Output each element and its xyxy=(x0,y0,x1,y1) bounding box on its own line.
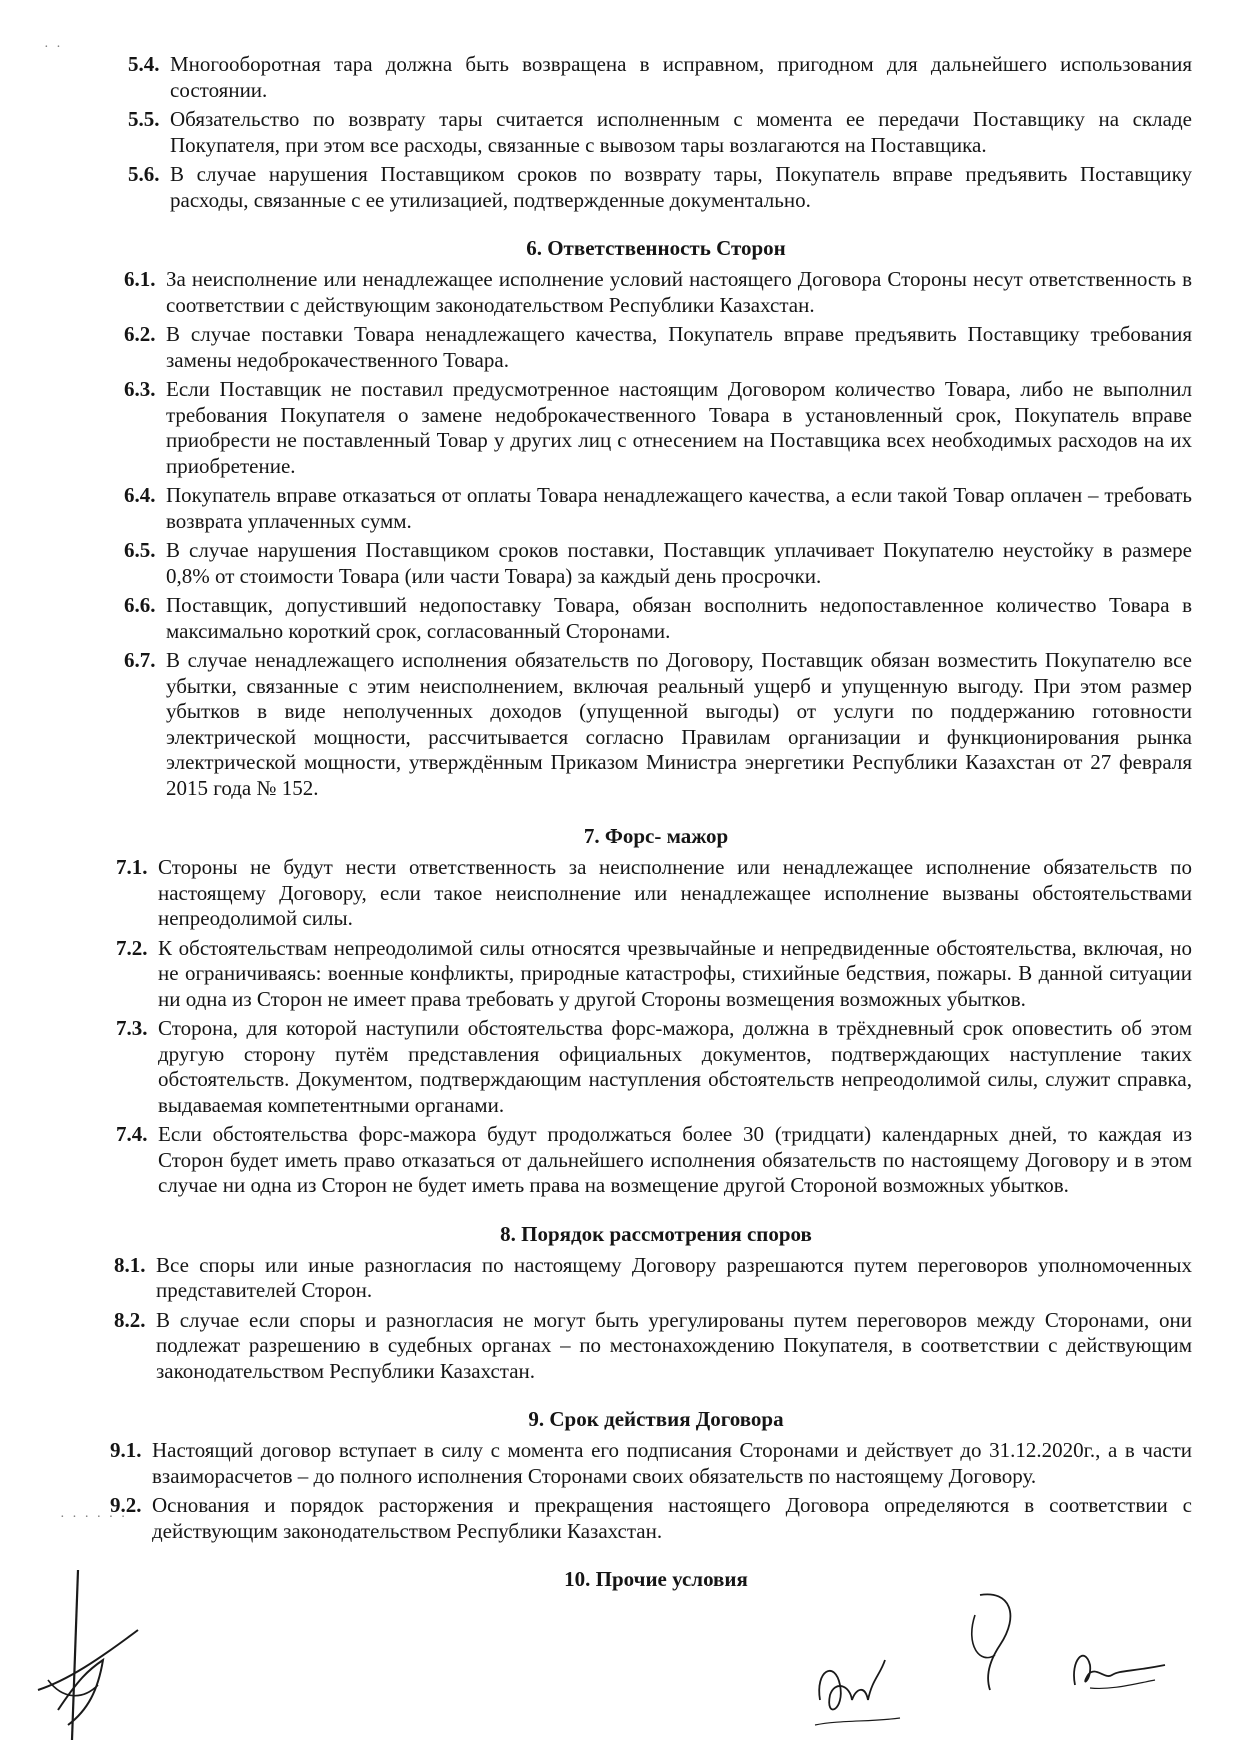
clause-number: 6.5. xyxy=(124,538,156,562)
section-heading: 9. Срок действия Договора xyxy=(528,1407,784,1431)
clause-text: В случае поставки Товара ненадлежащего качества, Покупатель вправе предъявить Поставщику требования замены недоброкачественного Товара. xyxy=(166,322,1192,372)
clause-8-2 xyxy=(114,1308,1192,1385)
signature-right-image xyxy=(950,1585,1030,1695)
clause-text: Если Поставщик не поставил предусмотренное настоящим Договором количество Товара, либо не выполнил требования Покупателя о замене недоброкачественного Товара в установленный срок, Покупатель вправе приобрести не поставленный Товар у других лиц с отнесением на Поставщика всех необходимых расходов на их приобретение. xyxy=(166,377,1192,478)
clause-text: Настоящий договор вступает в силу с момента его подписания Сторонами и действует до 31.12.2020г., а в части взаиморасчетов – до полного исполнения Сторонами своих обязательств по настоящему Договору. xyxy=(152,1438,1192,1488)
clause-number: 5.5. xyxy=(128,107,160,131)
clause-7-2 xyxy=(116,936,1192,1013)
clause-number: 8.2. xyxy=(114,1307,146,1332)
scan-dots: · · · · · · xyxy=(60,1510,128,1525)
clause-text: Обязательство по возврату тары считается исполненным с момента ее передачи Поставщику на складе Покупателя, при этом все расходы, связанные с вывозом тары возлагаются на Поставщика. xyxy=(170,107,1192,157)
clause-number: 9.2. xyxy=(110,1493,142,1517)
clause-text: Многооборотная тара должна быть возвращена в исправном, пригодном для дальнейшего использования состоянии. xyxy=(170,52,1192,102)
clause-text: В случае нарушения Поставщиком сроков по возврату тары, Покупатель вправе предъявить Поставщику расходы, связанные с ее утилизацией, подтвержденные документально. xyxy=(170,162,1192,212)
clause-5-5 xyxy=(128,107,1192,158)
clause-number: 6.7. xyxy=(124,648,156,672)
clause-text: Сторона, для которой наступили обстоятельства форс-мажора, должна в трёхдневный срок оповестить об этом другую сторону путём представления официальных документов, подтверждающих наступление таких обстоятельств. Документом, подтверждающим наступления обстоятельств непреодолимой силы, служит справка, выдаваемая компетентными органами. xyxy=(158,1016,1192,1117)
clause-text: За неисполнение или ненадлежащее исполнение условий настоящего Договора Стороны несут ответственность в соответствии с действующим законодательством Республики Казахстан. xyxy=(166,267,1192,317)
signature-left-image xyxy=(28,1560,148,1750)
section-heading: 8. Порядок рассмотрения споров xyxy=(500,1221,812,1246)
clause-number: 6.1. xyxy=(124,267,156,291)
clause-5-6 xyxy=(128,162,1192,213)
clause-text: Покупатель вправе отказаться от оплаты Товара ненадлежащего качества, а если такой Товар оплачен – требовать возврата уплаченных сумм. xyxy=(166,483,1192,533)
scan-speck: · · xyxy=(44,40,63,55)
clause-6-2 xyxy=(124,322,1192,373)
section-heading: 10. Прочие условия xyxy=(564,1567,748,1591)
clause-number: 5.6. xyxy=(128,162,160,186)
section-7 xyxy=(116,823,1192,1199)
clause-6-4 xyxy=(124,483,1192,534)
clause-number: 8.1. xyxy=(114,1252,146,1277)
clause-text: Основания и порядок расторжения и прекращения настоящего Договора определяются в соответствии с действующим законодательством Республики Казахстан. xyxy=(152,1493,1192,1543)
document-body xyxy=(110,52,1192,1598)
section-9 xyxy=(110,1406,1192,1544)
section-heading: 6. Ответственность Сторон xyxy=(526,236,786,260)
clause-7-3 xyxy=(116,1016,1192,1118)
clause-number: 9.1. xyxy=(110,1438,142,1462)
section-6 xyxy=(120,235,1192,801)
clause-number: 6.4. xyxy=(124,483,156,507)
clause-9-2 xyxy=(110,1493,1192,1544)
clause-text: В случае если споры и разногласия не могут быть урегулированы путем переговоров между Сторонами, они подлежат разрешению в судебных органах – по местонахождению Покупателя, в соответствии с действующим законодательством Республики Казахстан. xyxy=(156,1307,1192,1383)
clause-text: Все споры или иные разногласия по настоящему Договору разрешаются путем переговоров уполномоченных представителей Сторон. xyxy=(156,1252,1192,1302)
section-8 xyxy=(114,1221,1192,1385)
section-10 xyxy=(120,1566,1192,1592)
clause-number: 6.6. xyxy=(124,593,156,617)
clause-text: К обстоятельствам непреодолимой силы относятся чрезвычайные и непредвиденные обстоятельства, включая, но не ограничиваясь: военные конфликты, природные катастрофы, стихийные бедствия, пожары. В данной ситуации ни одна из Сторон не имеет права требовать у другой Стороны возмещения возможных убытков. xyxy=(158,935,1192,1011)
clause-number: 7.2. xyxy=(116,935,148,960)
section-heading: 7. Форс- мажор xyxy=(583,824,729,848)
clause-number: 7.4. xyxy=(116,1122,148,1146)
clause-9-1 xyxy=(110,1438,1192,1489)
clause-text: В случае нарушения Поставщиком сроков поставки, Поставщик уплачивает Покупателю неустойку в размере 0,8% от стоимости Товара (или части Товара) за каждый день просрочки. xyxy=(166,538,1192,588)
signature-far-right-image xyxy=(1060,1630,1170,1700)
clause-5-4 xyxy=(128,52,1192,103)
clause-number: 7.3. xyxy=(116,1016,148,1040)
clause-number: 7.1. xyxy=(116,855,148,879)
clause-number: 5.4. xyxy=(128,52,160,76)
clause-8-1 xyxy=(114,1253,1192,1304)
clause-7-1 xyxy=(116,855,1192,932)
clause-number: 6.3. xyxy=(124,377,156,401)
clause-6-1 xyxy=(124,267,1192,318)
clause-6-3 xyxy=(124,377,1192,479)
clause-6-5 xyxy=(124,538,1192,589)
clause-text: В случае ненадлежащего исполнения обязательств по Договору, Поставщик обязан возместить Покупателю все убытки, связанные с этим неисполнением, включая реальный ущерб и упущенную выгоду. При этом размер убытков в виде неполученных доходов (упущенной выгоды) от услуги по поддержанию готовности электрической мощности, рассчитывается согласно Правилам организации и функционирования рынка электрической мощности, утверждённым Приказом Министра энергетики Республики Казахстан от 27 февраля 2015 года № 152. xyxy=(166,648,1192,800)
clause-number: 6.2. xyxy=(124,322,156,346)
clause-text: Поставщик, допустивший недопоставку Товара, обязан восполнить недопоставленное количество Товара в максимально короткий срок, согласованный Сторонами. xyxy=(166,593,1192,643)
clause-text: Стороны не будут нести ответственность за неисполнение или ненадлежащее исполнение обязательств по настоящему Договору, если такое неисполнение или ненадлежащее исполнение вызваны обстоятельствами непреодолимой силы. xyxy=(158,855,1192,930)
signature-center-image xyxy=(810,1640,920,1730)
clause-7-4 xyxy=(116,1122,1192,1199)
section-5 xyxy=(120,52,1192,213)
clause-text: Если обстоятельства форс-мажора будут продолжаться более 30 (тридцати) календарных дней, то каждая из Сторон будет иметь право отказаться от дальнейшего исполнения обязательств по настоящему Договору и в этом случае ни одна из Сторон не будет иметь права на возмещение другой Стороной возможных убытков. xyxy=(158,1122,1192,1197)
clause-6-7 xyxy=(124,648,1192,801)
clause-6-6 xyxy=(124,593,1192,644)
